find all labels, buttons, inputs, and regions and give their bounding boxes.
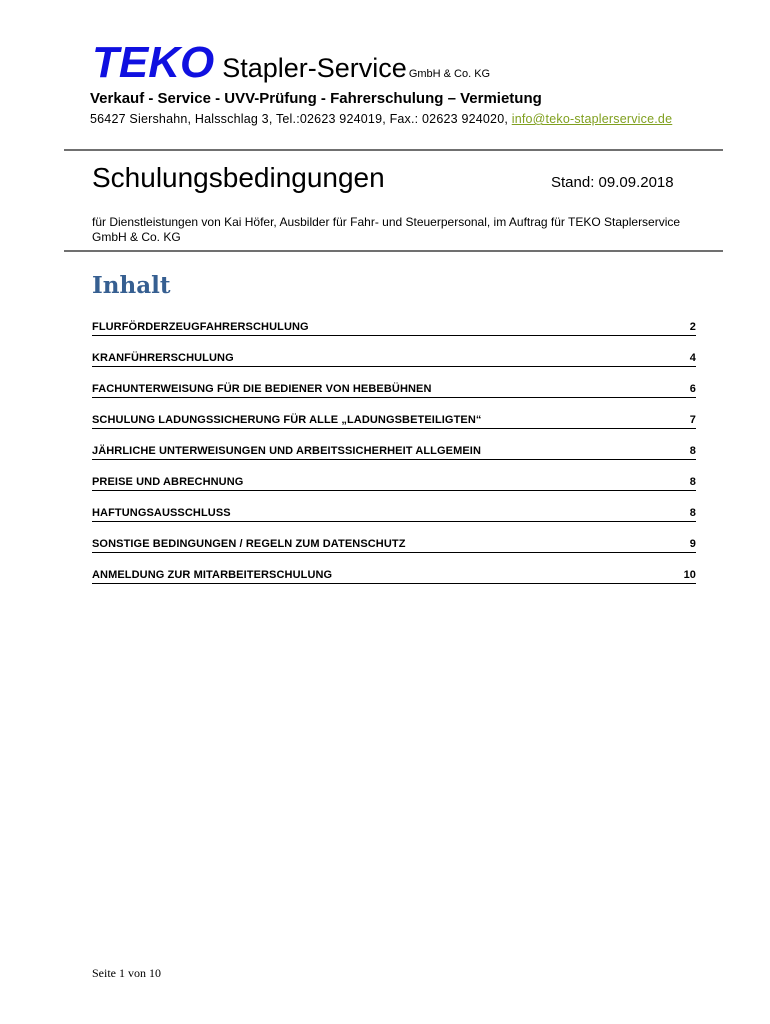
email-link[interactable]: info@teko-staplerservice.de [511,112,673,126]
header-divider [64,149,723,151]
brand-name: Stapler-Service [222,53,407,83]
toc-item[interactable] [92,506,696,537]
address-text: 56427 Siershahn, Halsschlag 3, Tel.:02623 924019, Fax.: 02623 924020, [90,112,512,126]
document-description: für Dienstleistungen von Kai Höfer, Ausbilder für Fahr- und Steuerpersonal, im Auftrag für TEKO Staplerservice GmbH & Co. KG [92,215,681,244]
toc-item[interactable] [92,475,696,506]
brand-main: TEKO [92,38,215,87]
toc-item-label: SONSTIGE BEDINGUNGEN / REGELN ZUM DATENSCHUTZ [92,538,406,550]
toc-item-page: 2 [689,321,696,333]
table-of-contents [92,320,696,599]
toc-item-page: 7 [689,414,696,426]
company-address [90,112,672,126]
company-logo [92,38,490,88]
document-title: Schulungsbedingungen [92,162,385,193]
document-date: Stand: 09.09.2018 [551,174,674,191]
toc-heading: Inhalt [92,272,171,299]
toc-item-label: PREISE UND ABRECHNUNG [92,476,244,488]
toc-item-page: 8 [689,476,696,488]
company-tagline: Verkauf - Service - UVV-Prüfung - Fahrerschulung – Vermietung [90,90,542,107]
toc-item-page: 8 [689,445,696,457]
toc-item-page: 4 [689,352,696,364]
toc-item-label: KRANFÜHRERSCHULUNG [92,352,234,364]
toc-item[interactable] [92,382,696,413]
brand-suffix: GmbH & Co. KG [408,68,491,80]
title-divider [64,250,723,252]
toc-item[interactable] [92,413,696,444]
toc-item[interactable] [92,537,696,568]
toc-item-label: FLURFÖRDERZEUGFAHRERSCHULUNG [92,321,309,333]
toc-item-label: FACHUNTERWEISUNG FÜR DIE BEDIENER VON HEBEBÜHNEN [92,383,432,395]
toc-item-label: JÄHRLICHE UNTERWEISUNGEN UND ARBEITSSICHERHEIT ALLGEMEIN [92,445,481,457]
toc-item[interactable] [92,351,696,382]
toc-item-page: 8 [689,507,696,519]
toc-item[interactable] [92,568,696,599]
page-number: Seite 1 von 10 [92,966,161,980]
toc-item-page: 9 [689,538,696,550]
toc-item-page: 6 [689,383,696,395]
toc-item[interactable] [92,320,696,351]
toc-item[interactable] [92,444,696,475]
toc-item-label: HAFTUNGSAUSSCHLUSS [92,507,231,519]
toc-item-page: 10 [683,569,696,581]
toc-item-label: ANMELDUNG ZUR MITARBEITERSCHULUNG [92,569,333,581]
toc-item-label: SCHULUNG LADUNGSSICHERUNG FÜR ALLE „LADUNGSBETEILIGTEN“ [92,414,482,426]
